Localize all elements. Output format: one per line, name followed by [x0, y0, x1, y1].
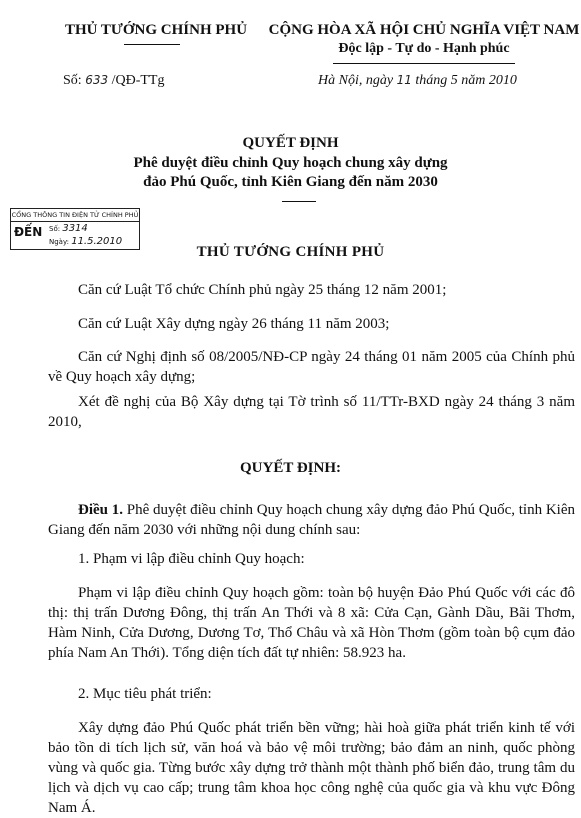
place-date-day-handwritten: 11: [396, 73, 412, 87]
section-1-body: Phạm vi lập điều chỉnh Quy hoạch gồm: toàn bộ huyện Đảo Phú Quốc với các đô thị: thị trấn Dương Đông, thị trấn An Thới và 8 xã: Cửa Cạn, Gành Dầu, Bãi Thơm, Hàm Ninh, Cửa Dương, Dương Tơ, Thổ Châu và xã Hòn Thơm (gồm toàn bộ cụm đảo phía Nam An Thới). Tổng diện tích đất tự nhiên: 58.923 ha.: [48, 585, 575, 661]
basis-paragraph: Xét đề nghị của Bộ Xây dựng tại Tờ trình số 11/TTr-BXD ngày 24 tháng 3 năm 2010,: [48, 394, 575, 430]
place-date: [318, 73, 517, 89]
place-date-prefix: Hà Nội, ngày: [318, 73, 394, 88]
stamp-so-value: 3314: [62, 223, 88, 234]
stamp-number-line: [49, 223, 88, 234]
title-underline: [282, 201, 316, 202]
document-subtitle-line1: Phê duyệt điều chỉnh Quy hoạch chung xây dựng: [133, 155, 448, 171]
article-1-text: Phê duyệt điều chỉnh Quy hoạch chung xây dựng đảo Phú Quốc, tỉnh Kiên Giang đến năm 2030 với những nội dung chính sau:: [48, 502, 575, 538]
doc-no-suffix: /QĐ-TTg: [111, 73, 165, 88]
document-subtitle-line2: đảo Phú Quốc, tỉnh Kiên Giang đến năm 2030: [143, 174, 438, 190]
national-motto: Độc lập - Tự do - Hạnh phúc: [338, 41, 510, 56]
doc-no-handwritten: 633: [85, 73, 109, 87]
section-2-body: Xây dựng đảo Phú Quốc phát triển bền vững; hài hoà giữa phát triển kinh tế với bảo tồn di tích lịch sử, văn hoá và bảo vệ môi trường; bảo đảm an ninh, quốc phòng vùng và quốc gia. Từng bước xây dựng trở thành một thành phố biển đảo, trung tâm du lịch và dịch vụ cao cấp; trung tâm khoa học công nghệ của quốc gia và khu vực Đông Nam Á.: [48, 720, 575, 816]
basis-paragraph: Căn cứ Luật Tổ chức Chính phủ ngày 25 tháng 12 năm 2001;: [78, 282, 447, 298]
document-number: [63, 73, 164, 89]
stamp-so-label: Số:: [49, 225, 61, 233]
stamp-den-label: ĐẾN: [14, 225, 43, 239]
basis-paragraph: Căn cứ Nghị định số 08/2005/NĐ-CP ngày 24 tháng 01 năm 2005 của Chính phủ về Quy hoạch xây dựng;: [48, 349, 575, 385]
stamp-ngay-value: 11.5.2010: [71, 236, 123, 247]
section-2-heading: 2. Mục tiêu phát triển:: [78, 686, 212, 702]
issuer-heading: THỦ TƯỚNG CHÍNH PHỦ: [196, 244, 385, 260]
stamp-header: CỔNG THÔNG TIN ĐIỆN TỬ CHÍNH PHỦ: [11, 209, 139, 222]
article-1: [48, 500, 575, 540]
basis-paragraph: Căn cứ Luật Xây dựng ngày 26 tháng 11 năm 2003;: [78, 316, 390, 332]
issuing-agency: THỦ TƯỚNG CHÍNH PHỦ: [64, 22, 248, 38]
national-title: CỘNG HÒA XÃ HỘI CHỦ NGHĨA VIỆT NAM: [268, 22, 580, 38]
article-1-label: Điều 1.: [78, 502, 124, 518]
doc-no-prefix: Số:: [63, 73, 82, 88]
stamp-ngay-label: Ngày:: [49, 238, 69, 246]
section-1-heading: 1. Phạm vi lập điều chỉnh Quy hoạch:: [78, 551, 305, 567]
document-title: QUYẾT ĐỊNH: [242, 135, 339, 151]
place-date-suffix: tháng 5 năm 2010: [415, 73, 517, 88]
decision-heading: QUYẾT ĐỊNH:: [240, 460, 341, 476]
motto-underline: [333, 63, 515, 64]
agency-underline: [124, 44, 180, 45]
